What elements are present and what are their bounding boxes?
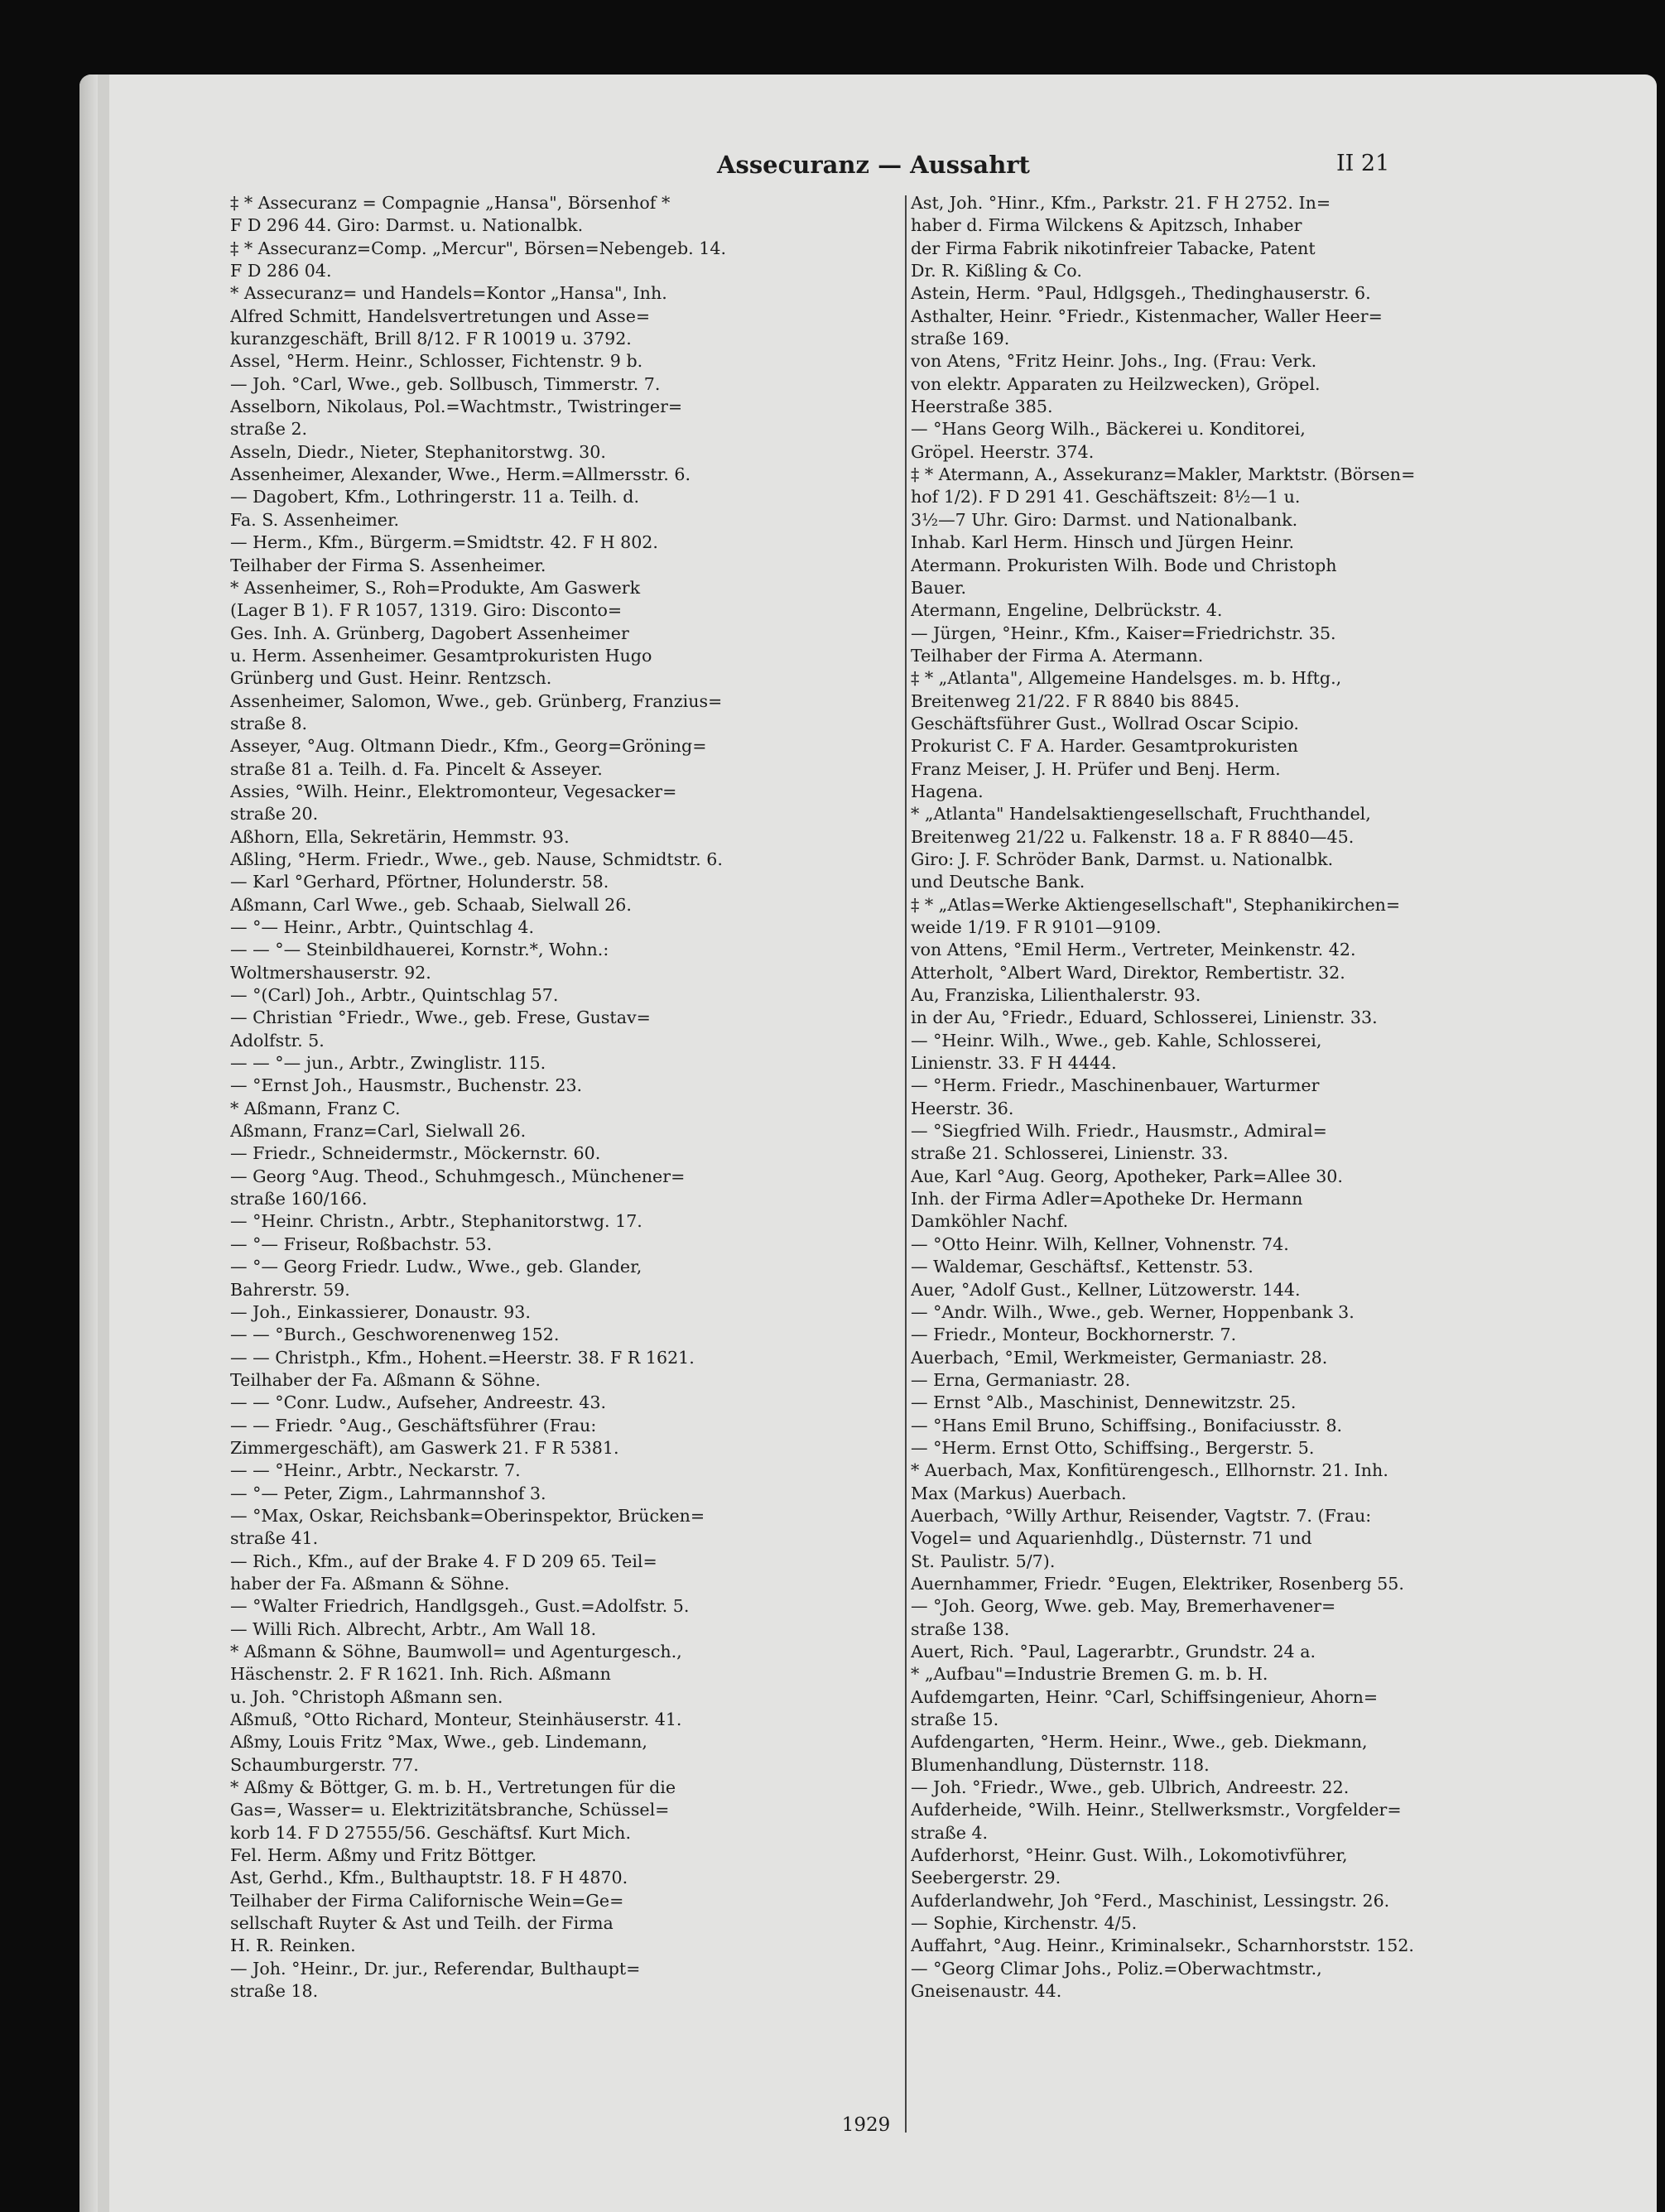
directory-entry-line: straße 138. bbox=[911, 1618, 1010, 1639]
directory-entry-line: Zimmergeschäft), am Gaswerk 21. F R 5381. bbox=[230, 1437, 619, 1458]
directory-entry-line: — °(Carl) Joh., Arbtr., Quintschlag 57. bbox=[230, 985, 559, 1006]
directory-entry-line: — — °Heinr., Arbtr., Neckarstr. 7. bbox=[230, 1460, 521, 1481]
directory-entry-line: Assenheimer, Alexander, Wwe., Herm.=Allmersstr. 6. bbox=[230, 464, 691, 485]
directory-entry-line: F D 286 04. bbox=[230, 261, 332, 281]
right-column bbox=[911, 192, 1590, 2003]
directory-entry-line: korb 14. F D 27555/56. Geschäftsf. Kurt Mich. bbox=[230, 1822, 631, 1843]
directory-entry-line: der Firma Fabrik nikotinfreier Tabacke, Patent bbox=[911, 238, 1316, 258]
directory-entry-line: Bauer. bbox=[911, 577, 966, 598]
directory-entry-line: — °— Heinr., Arbtr., Quintschlag 4. bbox=[230, 917, 535, 937]
directory-entry-line: Auerbach, °Emil, Werkmeister, Germaniastr. 28. bbox=[911, 1347, 1328, 1368]
directory-entry-line: Woltmershauserstr. 92. bbox=[230, 962, 431, 983]
directory-entry-line: * „Aufbau"=Industrie Bremen G. m. b. H. bbox=[911, 1664, 1268, 1685]
directory-entry-line: Atermann, Engeline, Delbrückstr. 4. bbox=[911, 600, 1223, 621]
directory-entry-line: straße 169. bbox=[911, 329, 1010, 349]
directory-entry-line: Auernhammer, Friedr. °Eugen, Elektriker, Rosenberg 55. bbox=[911, 1573, 1404, 1594]
directory-entry-line: — °Hans Georg Wilh., Bäckerei u. Konditorei, bbox=[911, 419, 1306, 440]
directory-entry-line: in der Au, °Friedr., Eduard, Schlosserei, Linienstr. 33. bbox=[911, 1007, 1378, 1028]
directory-entry-line: weide 1/19. F R 9101—9109. bbox=[911, 917, 1162, 937]
directory-entry-line: Damköhler Nachf. bbox=[911, 1211, 1069, 1232]
directory-entry-line: — °Georg Climar Johs., Poliz.=Oberwachtmstr., bbox=[911, 1958, 1322, 1979]
directory-entry-line: Astein, Herm. °Paul, Hdlgsgeh., Thedinghauserstr. 6. bbox=[911, 283, 1371, 304]
directory-entry-line: straße 18. bbox=[230, 1981, 319, 2002]
page-header bbox=[79, 151, 1657, 184]
directory-entry-line: Alfred Schmitt, Handelsvertretungen und Asse= bbox=[230, 305, 651, 326]
directory-entry-line: straße 41. bbox=[230, 1528, 319, 1549]
directory-entry-line: und Deutsche Bank. bbox=[911, 872, 1085, 892]
directory-entry-line: Teilhaber der Firma A. Atermann. bbox=[911, 645, 1204, 666]
directory-entry-line: Asseyer, °Aug. Oltmann Diedr., Kfm., Georg=Gröning= bbox=[230, 736, 707, 757]
directory-entry-line: — °Heinr. Christn., Arbtr., Stephanitorstwg. 17. bbox=[230, 1211, 642, 1232]
directory-entry-line: haber d. Firma Wilckens & Apitzsch, Inhaber bbox=[911, 215, 1302, 236]
directory-entry-line: Prokurist C. F A. Harder. Gesamtprokuristen bbox=[911, 736, 1298, 757]
directory-entry-line: * Assecuranz= und Handels=Kontor „Hansa", Inh. bbox=[230, 283, 667, 304]
directory-entry-line: Aßmann, Carl Wwe., geb. Schaab, Sielwall 26. bbox=[230, 894, 632, 915]
directory-entry-line: — °Walter Friedrich, Handlgsgeh., Gust.=Adolfstr. 5. bbox=[230, 1596, 690, 1617]
directory-entry-line: ‡ * Assecuranz = Compagnie „Hansa", Börsenhof * bbox=[230, 193, 671, 213]
directory-entry-line: straße 4. bbox=[911, 1822, 989, 1843]
directory-entry-line: * „Atlanta" Handelsaktiengesellschaft, Fruchthandel, bbox=[911, 804, 1371, 825]
left-column bbox=[230, 192, 902, 2003]
directory-entry-line: Ges. Inh. A. Grünberg, Dagobert Assenheimer bbox=[230, 623, 629, 643]
directory-entry-line: Franz Meiser, J. H. Prüfer und Benj. Herm. bbox=[911, 758, 1281, 779]
directory-entry-line: 3½—7 Uhr. Giro: Darmst. und Nationalbank. bbox=[911, 509, 1298, 530]
directory-entry-line: — °— Georg Friedr. Ludw., Wwe., geb. Glander, bbox=[230, 1257, 642, 1277]
directory-entry-line: straße 8. bbox=[230, 713, 308, 733]
directory-entry-line: Ast, Gerhd., Kfm., Bulthauptstr. 18. F H 4870. bbox=[230, 1868, 628, 1888]
directory-entry-line: Auerbach, °Willy Arthur, Reisender, Vagtstr. 7. (Frau: bbox=[911, 1505, 1372, 1526]
directory-entry-line: Linienstr. 33. F H 4444. bbox=[911, 1053, 1117, 1074]
directory-entry-line: haber der Fa. Aßmann & Söhne. bbox=[230, 1573, 510, 1594]
book-spine bbox=[79, 75, 98, 2212]
directory-entry-line: Aßling, °Herm. Friedr., Wwe., geb. Nause, Schmidtstr. 6. bbox=[230, 849, 723, 869]
directory-entry-line: Aue, Karl °Aug. Georg, Apotheker, Park=Allee 30. bbox=[911, 1166, 1343, 1186]
directory-entry-line: u. Herm. Assenheimer. Gesamtprokuristen Hugo bbox=[230, 645, 652, 666]
directory-entry-line: hof 1/2). F D 291 41. Geschäftszeit: 8½—1 u. bbox=[911, 487, 1301, 507]
directory-entry-line: * Assenheimer, S., Roh=Produkte, Am Gaswerk bbox=[230, 577, 641, 598]
directory-entry-line: — °Otto Heinr. Wilh, Kellner, Vohnenstr. 74. bbox=[911, 1233, 1289, 1254]
directory-entry-line: — °Max, Oskar, Reichsbank=Oberinspektor, Brücken= bbox=[230, 1505, 705, 1526]
directory-entry-line: Aufdengarten, °Herm. Heinr., Wwe., geb. Diekmann, bbox=[911, 1732, 1368, 1753]
page-gutter bbox=[98, 75, 109, 2212]
directory-entry-line: — — Friedr. °Aug., Geschäftsführer (Frau: bbox=[230, 1415, 597, 1435]
directory-entry-line: Auffahrt, °Aug. Heinr., Kriminalsekr., Scharnhorststr. 152. bbox=[911, 1935, 1414, 1956]
directory-entry-line: (Lager B 1). F R 1057, 1319. Giro: Disconto= bbox=[230, 600, 623, 621]
directory-entry-line: * Auerbach, Max, Konfitürengesch., Ellhornstr. 21. Inh. bbox=[911, 1460, 1388, 1481]
directory-entry-line: — Jürgen, °Heinr., Kfm., Kaiser=Friedrichstr. 35. bbox=[911, 623, 1336, 643]
directory-entry-line: Aufderlandwehr, Joh °Ferd., Maschinist, Lessingstr. 26. bbox=[911, 1890, 1390, 1911]
directory-entry-line: Assies, °Wilh. Heinr., Elektromonteur, Vegesacker= bbox=[230, 781, 677, 801]
directory-entry-line: — Rich., Kfm., auf der Brake 4. F D 209 65. Teil= bbox=[230, 1551, 657, 1571]
directory-entry-line: von Attens, °Emil Herm., Vertreter, Meinkenstr. 42. bbox=[911, 940, 1356, 960]
directory-entry-line: straße 15. bbox=[911, 1709, 999, 1730]
directory-entry-line: Heerstraße 385. bbox=[911, 397, 1053, 417]
directory-entry-line: Teilhaber der Firma S. Assenheimer. bbox=[230, 555, 546, 575]
running-title: Assecuranz — Aussahrt bbox=[717, 151, 1030, 179]
directory-entry-line: — Willi Rich. Albrecht, Arbtr., Am Wall 18. bbox=[230, 1618, 597, 1639]
directory-entry-line: von elektr. Apparaten zu Heilzwecken), Gröpel. bbox=[911, 373, 1321, 394]
directory-entry-line: — °Ernst Joh., Hausmstr., Buchenstr. 23. bbox=[230, 1075, 583, 1096]
directory-entry-line: von Atens, °Fritz Heinr. Johs., Ing. (Frau: Verk. bbox=[911, 351, 1317, 372]
directory-entry-line: ‡ * Atermann, A., Assekuranz=Makler, Marktstr. (Börsen= bbox=[911, 464, 1416, 485]
directory-entry-line: — — °Burch., Geschworenenweg 152. bbox=[230, 1325, 560, 1345]
directory-entry-line: * Aßmann, Franz C. bbox=[230, 1098, 401, 1118]
directory-entry-line: Auer, °Adolf Gust., Kellner, Lützowerstr. 144. bbox=[911, 1279, 1301, 1300]
directory-entry-line: Gneisenaustr. 44. bbox=[911, 1981, 1062, 2002]
directory-entry-line: Seebergerstr. 29. bbox=[911, 1868, 1061, 1888]
directory-entry-line: — Joh. °Friedr., Wwe., geb. Ulbrich, Andreestr. 22. bbox=[911, 1777, 1350, 1798]
directory-entry-line: Aßhorn, Ella, Sekretärin, Hemmstr. 93. bbox=[230, 826, 570, 847]
directory-entry-line: — °— Friseur, Roßbachstr. 53. bbox=[230, 1233, 493, 1254]
directory-entry-line: Gas=, Wasser= u. Elektrizitätsbranche, Schüssel= bbox=[230, 1800, 670, 1820]
directory-entry-line: Aßmann, Franz=Carl, Sielwall 26. bbox=[230, 1121, 527, 1142]
directory-entry-line: St. Paulistr. 5/7). bbox=[911, 1551, 1056, 1571]
directory-entry-line: Breitenweg 21/22 u. Falkenstr. 18 a. F R 8840—45. bbox=[911, 826, 1355, 847]
directory-entry-line: Ast, Joh. °Hinr., Kfm., Parkstr. 21. F H 2752. In= bbox=[911, 193, 1331, 213]
section-page-ref: II 21 bbox=[1336, 151, 1390, 176]
directory-entry-line: — — °Conr. Ludw., Aufseher, Andreestr. 43. bbox=[230, 1392, 607, 1413]
directory-entry-line: Adolfstr. 5. bbox=[230, 1030, 325, 1051]
directory-entry-line: Atermann. Prokuristen Wilh. Bode und Christoph bbox=[911, 555, 1337, 575]
directory-entry-line: Asthalter, Heinr. °Friedr., Kistenmacher, Waller Heer= bbox=[911, 305, 1383, 326]
directory-entry-line: — Dagobert, Kfm., Lothringerstr. 11 a. Teilh. d. bbox=[230, 487, 640, 507]
directory-entry-line: sellschaft Ruyter & Ast und Teilh. der Firma bbox=[230, 1913, 614, 1934]
directory-entry-line: — Georg °Aug. Theod., Schuhmgesch., Münchener= bbox=[230, 1166, 686, 1186]
directory-entry-line: — Herm., Kfm., Bürgerm.=Smidtstr. 42. F H 802. bbox=[230, 532, 658, 553]
directory-entry-line: Assel, °Herm. Heinr., Schlosser, Fichtenstr. 9 b. bbox=[230, 351, 643, 372]
directory-entry-line: Fa. S. Assenheimer. bbox=[230, 509, 400, 530]
directory-entry-line: — °Herm. Ernst Otto, Schiffsing., Bergerstr. 5. bbox=[911, 1437, 1315, 1458]
page-number: 1929 bbox=[841, 2114, 891, 2136]
directory-entry-line: ‡ * „Atlas=Werke Aktiengesellschaft", Stephanikirchen= bbox=[911, 894, 1401, 915]
directory-entry-line: Inhab. Karl Herm. Hinsch und Jürgen Heinr. bbox=[911, 532, 1295, 553]
directory-entry-line: — Joh. °Carl, Wwe., geb. Sollbusch, Timmerstr. 7. bbox=[230, 373, 661, 394]
directory-entry-line: Fel. Herm. Aßmy und Fritz Böttger. bbox=[230, 1845, 537, 1866]
directory-entry-line: — Joh., Einkassierer, Donaustr. 93. bbox=[230, 1301, 531, 1322]
directory-entry-line: u. Joh. °Christoph Aßmann sen. bbox=[230, 1686, 503, 1707]
directory-entry-line: — °Heinr. Wilh., Wwe., geb. Kahle, Schlosserei, bbox=[911, 1030, 1322, 1051]
directory-entry-line: — °Siegfried Wilh. Friedr., Hausmstr., Admiral= bbox=[911, 1121, 1327, 1142]
directory-entry-line: Gröpel. Heerstr. 374. bbox=[911, 441, 1095, 462]
directory-entry-line: — — Christph., Kfm., Hohent.=Heerstr. 38. F R 1621. bbox=[230, 1347, 695, 1368]
directory-entry-line: straße 160/166. bbox=[230, 1189, 368, 1209]
directory-entry-line: Grünberg und Gust. Heinr. Rentzsch. bbox=[230, 668, 552, 689]
directory-entry-line: straße 2. bbox=[230, 419, 308, 440]
directory-entry-line: Aufderheide, °Wilh. Heinr., Stellwerksmstr., Vorgfelder= bbox=[911, 1800, 1402, 1820]
directory-entry-line: ‡ * „Atlanta", Allgemeine Handelsges. m. b. Hftg., bbox=[911, 668, 1342, 689]
directory-entry-line: Vogel= und Aquarienhdlg., Düsternstr. 71 und bbox=[911, 1528, 1312, 1549]
directory-entry-line: Breitenweg 21/22. F R 8840 bis 8845. bbox=[911, 690, 1240, 711]
directory-entry-line: Auert, Rich. °Paul, Lagerarbtr., Grundstr. 24 a. bbox=[911, 1642, 1316, 1661]
directory-entry-line: Blumenhandlung, Düsternstr. 118. bbox=[911, 1754, 1210, 1775]
directory-entry-line: * Aßmy & Böttger, G. m. b. H., Vertretungen für die bbox=[230, 1777, 676, 1798]
directory-entry-line: Schaumburgerstr. 77. bbox=[230, 1754, 419, 1775]
directory-entry-line: — Joh. °Heinr., Dr. jur., Referendar, Bulthaupt= bbox=[230, 1958, 641, 1979]
directory-entry-line: Asselborn, Nikolaus, Pol.=Wachtmstr., Twistringer= bbox=[230, 397, 683, 417]
directory-entry-line: Häschenstr. 2. F R 1621. Inh. Rich. Aßmann bbox=[230, 1664, 611, 1685]
directory-entry-line: Assenheimer, Salomon, Wwe., geb. Grünberg, Franzius= bbox=[230, 690, 723, 711]
directory-entry-line: — °Joh. Georg, Wwe. geb. May, Bremerhavener= bbox=[911, 1596, 1336, 1617]
directory-entry-line: Hagena. bbox=[911, 781, 984, 801]
directory-entry-line: Teilhaber der Firma Californische Wein=Ge= bbox=[230, 1890, 624, 1911]
column-divider bbox=[905, 195, 907, 2133]
directory-entry-line: Geschäftsführer Gust., Wollrad Oscar Scipio. bbox=[911, 713, 1299, 733]
directory-entry-line: — — °— Steinbildhauerei, Kornstr.*, Wohn.: bbox=[230, 940, 609, 960]
directory-entry-line: straße 81 a. Teilh. d. Fa. Pincelt & Asseyer. bbox=[230, 758, 603, 779]
directory-entry-line: straße 21. Schlosserei, Linienstr. 33. bbox=[911, 1143, 1229, 1164]
directory-entry-line: Inh. der Firma Adler=Apotheke Dr. Hermann bbox=[911, 1189, 1303, 1209]
directory-entry-line: — °Hans Emil Bruno, Schiffsing., Bonifaciusstr. 8. bbox=[911, 1415, 1343, 1435]
directory-entry-line: — °Andr. Wilh., Wwe., geb. Werner, Hoppenbank 3. bbox=[911, 1301, 1355, 1322]
directory-entry-line: — Erna, Germaniastr. 28. bbox=[911, 1369, 1131, 1390]
directory-entry-line: straße 20. bbox=[230, 804, 319, 825]
directory-entry-line: H. R. Reinken. bbox=[230, 1935, 356, 1956]
directory-entry-line: — Friedr., Schneidermstr., Möckernstr. 60. bbox=[230, 1143, 601, 1164]
directory-entry-line: — — °— jun., Arbtr., Zwinglistr. 115. bbox=[230, 1053, 546, 1074]
directory-entry-line: Giro: J. F. Schröder Bank, Darmst. u. Nationalbk. bbox=[911, 849, 1334, 869]
directory-entry-line: Aßmy, Louis Fritz °Max, Wwe., geb. Lindemann, bbox=[230, 1732, 647, 1753]
directory-entry-line: Heerstr. 36. bbox=[911, 1098, 1014, 1118]
directory-entry-line: — Friedr., Monteur, Bockhornerstr. 7. bbox=[911, 1325, 1237, 1345]
directory-entry-line: Dr. R. Kißling & Co. bbox=[911, 261, 1082, 281]
directory-entry-line: Max (Markus) Auerbach. bbox=[911, 1483, 1127, 1503]
directory-entry-line: — Ernst °Alb., Maschinist, Dennewitzstr. 25. bbox=[911, 1392, 1297, 1413]
directory-entry-line: — Waldemar, Geschäftsf., Kettenstr. 53. bbox=[911, 1257, 1254, 1277]
directory-entry-line: — °Herm. Friedr., Maschinenbauer, Warturmer bbox=[911, 1075, 1320, 1096]
directory-entry-line: Aßmuß, °Otto Richard, Monteur, Steinhäuserstr. 41. bbox=[230, 1709, 682, 1730]
directory-entry-line: — Sophie, Kirchenstr. 4/5. bbox=[911, 1913, 1138, 1934]
directory-entry-line: — Karl °Gerhard, Pförtner, Holunderstr. 58. bbox=[230, 872, 609, 892]
directory-entry-line: Aufdemgarten, Heinr. °Carl, Schiffsingenieur, Ahorn= bbox=[911, 1686, 1379, 1707]
directory-entry-line: Bahrerstr. 59. bbox=[230, 1279, 350, 1300]
directory-entry-line: Au, Franziska, Lilienthalerstr. 93. bbox=[911, 985, 1201, 1006]
directory-entry-line: Asseln, Diedr., Nieter, Stephanitorstwg. 30. bbox=[230, 441, 606, 462]
directory-entry-line: F D 296 44. Giro: Darmst. u. Nationalbk. bbox=[230, 215, 584, 236]
directory-page bbox=[79, 75, 1657, 2212]
directory-entry-line: Aufderhorst, °Heinr. Gust. Wilh., Lokomotivführer, bbox=[911, 1845, 1348, 1866]
directory-entry-line: Atterholt, °Albert Ward, Direktor, Rembertistr. 32. bbox=[911, 962, 1345, 983]
directory-entry-line: ‡ * Assecuranz=Comp. „Mercur", Börsen=Nebengeb. 14. bbox=[230, 238, 727, 258]
directory-entry-line: — °— Peter, Zigm., Lahrmannshof 3. bbox=[230, 1483, 546, 1503]
directory-entry-line: — Christian °Friedr., Wwe., geb. Frese, Gustav= bbox=[230, 1007, 651, 1028]
directory-entry-line: kuranzgeschäft, Brill 8/12. F R 10019 u. 3792. bbox=[230, 329, 632, 349]
directory-entry-line: * Aßmann & Söhne, Baumwoll= und Agenturgesch., bbox=[230, 1642, 682, 1661]
directory-entry-line: Teilhaber der Fa. Aßmann & Söhne. bbox=[230, 1369, 541, 1390]
